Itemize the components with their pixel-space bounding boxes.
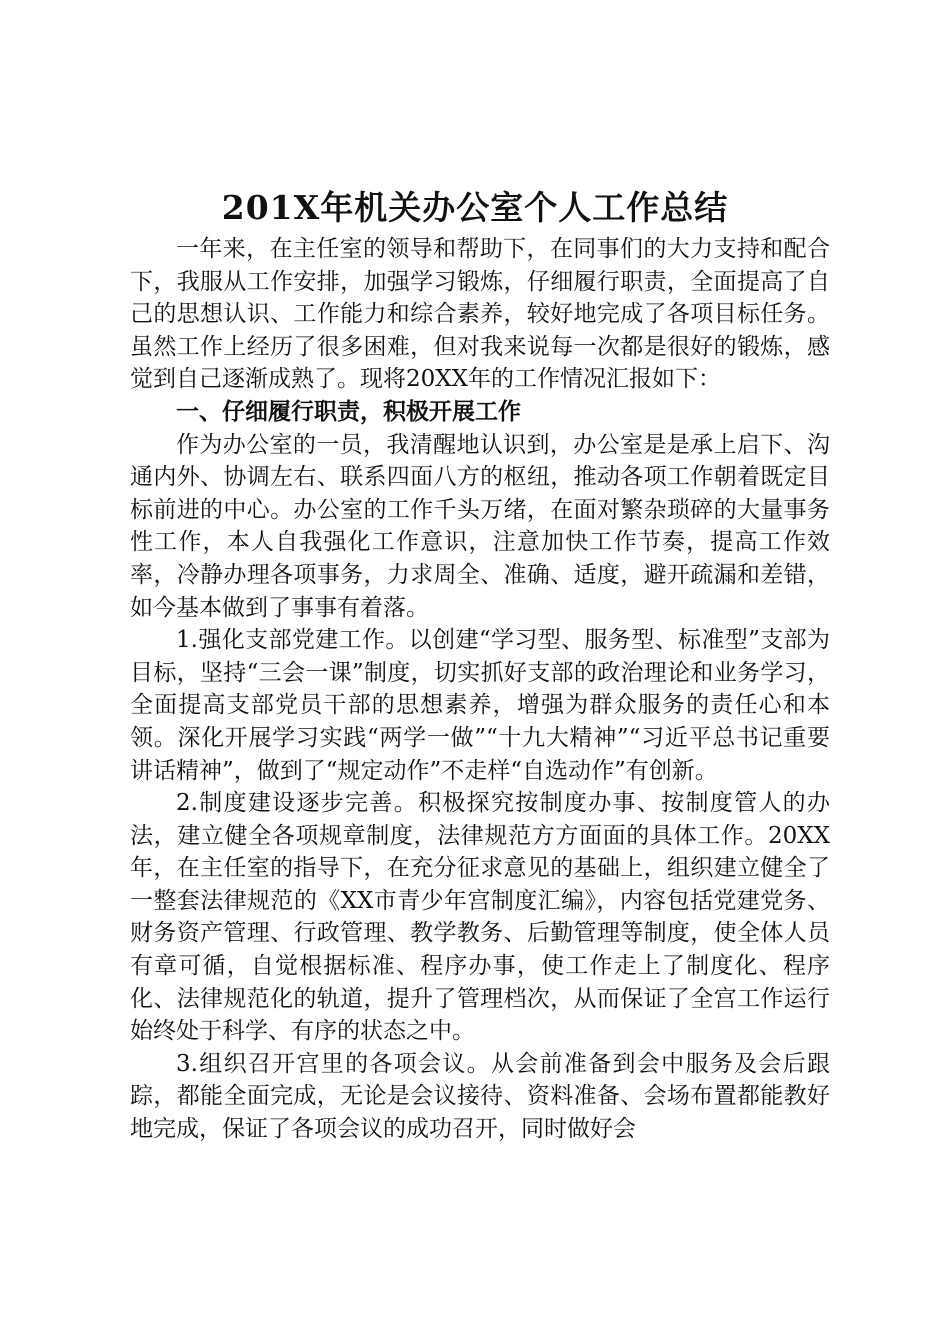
- document-title: 201X年机关办公室个人工作总结: [221, 188, 729, 227]
- document-body: [130, 233, 830, 1146]
- paragraph-item-1: 1.强化支部党建工作。以创建“学习型、服务型、标准型”支部为目标，坚持“三会一课”制度，切实抓好支部的政治理论和业务学习，全面提高支部党员干部的思想素养，增强为群众服务的责任心和本领。深化开展学习实践“两学一做”“十九大精神”“习近平总书记重要讲话精神”，做到了“规定动作”不走样“自选动作”有创新。: [130, 627, 830, 784]
- section-heading-1: 一、仔细履行职责，积极开展工作: [176, 397, 521, 425]
- paragraph-office-role: 作为办公室的一员，我清醒地认识到，办公室是是承上启下、沟通内外、协调左右、联系四面八方的枢纽，推动各项工作朝着既定目标前进的中心。办公室的工作千头万绪，在面对繁杂琐碎的大量事务性工作，本人自我强化工作意识，注意加快工作节奏，提高工作效率，冷静办理各项事务，力求周全、准确、适度，避开疏漏和差错，如今基本做到了事事有着落。: [130, 431, 830, 621]
- paragraph-intro: 一年来，在主任室的领导和帮助下，在同事们的大力支持和配合下，我服从工作安排，加强学习锻炼，仔细履行职责，全面提高了自己的思想认识、工作能力和综合素养，较好地完成了各项目标任务。虽然工作上经历了很多困难，但对我来说每一次都是很好的锻炼，感觉到自己逐渐成熟了。现将20XX年的工作情况汇报如下：: [130, 236, 830, 393]
- paragraph-item-3: 3.组织召开宫里的各项会议。从会前准备到会中服务及会后跟踪，都能全面完成，无论是会议接待、资料准备、会场布置都能教好地完成，保证了各项会议的成功召开，同时做好会: [130, 1050, 830, 1143]
- paragraph-item-2: 2.制度建设逐步完善。积极探究按制度办事、按制度管人的办法，建立健全各项规章制度，法律规范方方面面的具体工作。20XX年，在主任室的指导下，在充分征求意见的基础上，组织建立健全了一整套法律规范的《XX市青少年宫制度汇编》，内容包括党建党务、财务资产管理、行政管理、教学教务、后勤管理等制度，使全体人员有章可循，自觉根据标准、程序办事，使工作走上了制度化、程序化、法律规范化的轨道，提升了管理档次，从而保证了全宫工作运行始终处于科学、有序的状态之中。: [130, 790, 830, 1045]
